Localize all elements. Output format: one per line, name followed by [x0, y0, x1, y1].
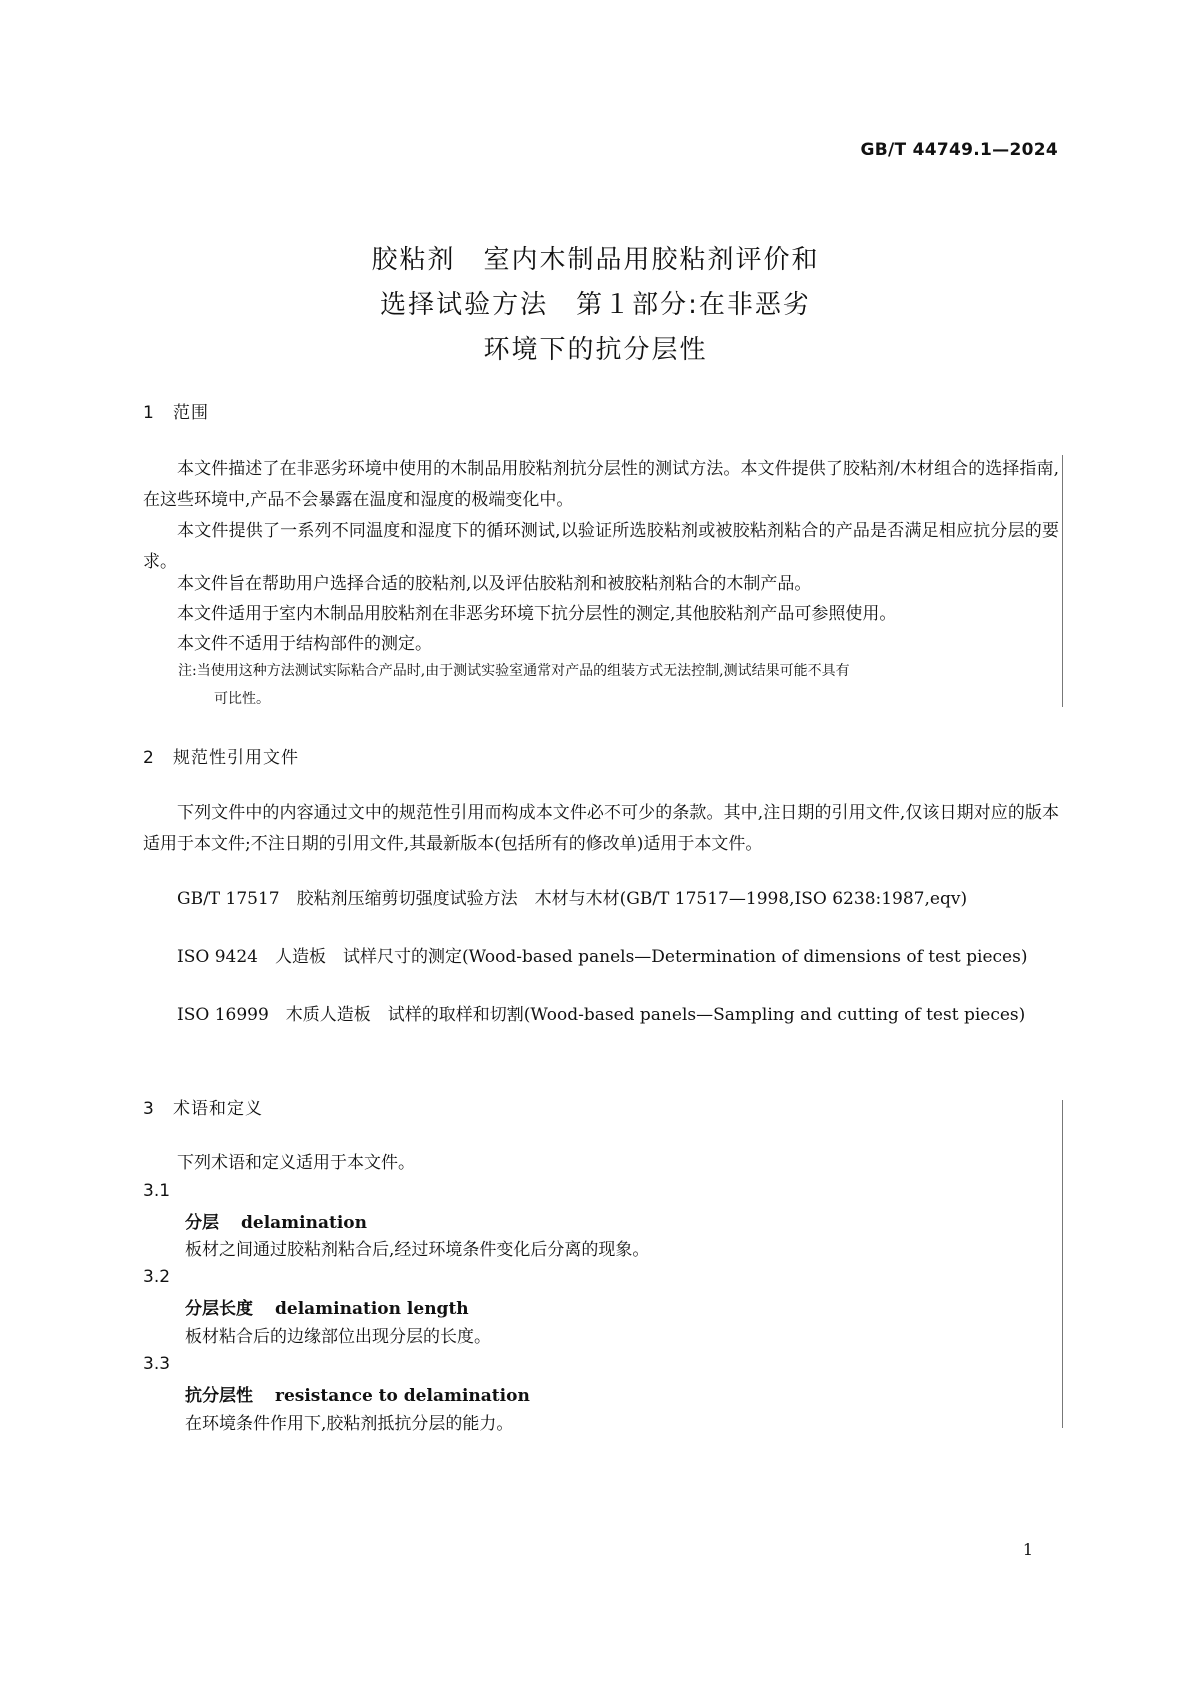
title-line-2: 选择试验方法 第１部分:在非恶劣: [380, 290, 811, 320]
note-line-2: 可比性。: [214, 691, 270, 707]
section-3-heading: [143, 1094, 263, 1119]
term-zh: 抗分层性: [185, 1386, 253, 1406]
term-definition: 板材之间通过胶粘剂粘合后,经过环境条件变化后分离的现象。: [185, 1240, 650, 1260]
page-number: 1: [1022, 1540, 1033, 1559]
term-zh: 分层: [185, 1213, 219, 1233]
standard-number: GB/T 44749.1—2024: [860, 140, 1058, 160]
section-1-paragraph-4: 本文件适用于室内木制品用胶粘剂在非恶劣环境下抗分层性的测定,其他胶粘剂产品可参照使用。: [177, 604, 897, 624]
term-heading: [185, 1381, 530, 1406]
section-1-paragraph-3: 本文件旨在帮助用户选择合适的胶粘剂,以及评估胶粘剂和被胶粘剂粘合的木制产品。: [177, 574, 812, 594]
term-en: resistance to delamination: [275, 1386, 530, 1406]
section-1-paragraph-1: 本文件描述了在非恶劣环境中使用的木制品用胶粘剂抗分层性的测试方法。本文件提供了胶粘剂/木材组合的选择指南,在这些环境中,产品不会暴露在温度和湿度的极端变化中。: [143, 459, 1059, 510]
section-2-number: 2: [143, 748, 155, 768]
section-1-number: 1: [143, 403, 155, 423]
term-definition: 板材粘合后的边缘部位出现分层的长度。: [185, 1327, 491, 1347]
section-3-title: 术语和定义: [173, 1099, 263, 1119]
term-definition: 在环境条件作用下,胶粘剂抵抗分层的能力。: [185, 1414, 514, 1434]
change-bar: [1062, 1100, 1063, 1428]
section-1-note: [178, 657, 1058, 713]
section-1-heading: [143, 398, 209, 423]
title-line-3: 环境下的抗分层性: [483, 335, 708, 365]
reference-gbt-17517: GB/T 17517 胶粘剂压缩剪切强度试验方法 木材与木材(GB/T 17517—1998,ISO 6238:1987,eqv): [177, 889, 968, 909]
section-3-number: 3: [143, 1099, 155, 1119]
document-title: [0, 238, 1191, 373]
term-heading: [185, 1294, 469, 1319]
title-line-1: 胶粘剂 室内木制品用胶粘剂评价和: [371, 245, 820, 275]
term-heading: [185, 1208, 367, 1233]
term-number: 3.3: [143, 1354, 171, 1374]
change-bar: [1062, 455, 1063, 707]
term-zh: 分层长度: [185, 1299, 253, 1319]
section-1-paragraph-5: 本文件不适用于结构部件的测定。: [177, 634, 432, 654]
term-number: 3.1: [143, 1181, 171, 1201]
term-number: 3.2: [143, 1267, 171, 1287]
section-2-title: 规范性引用文件: [173, 748, 299, 768]
section-2-paragraph-1: 下列文件中的内容通过文中的规范性引用而构成本文件必不可少的条款。其中,注日期的引用文件,仅该日期对应的版本适用于本文件;不注日期的引用文件,其最新版本(包括所有的修改单)适用于本文件。: [143, 803, 1059, 854]
reference-iso-16999: ISO 16999 木质人造板 试样的取样和切割(Wood-based panels—Sampling and cutting of test pieces): [177, 1005, 1026, 1025]
term-en: delamination: [241, 1213, 368, 1233]
section-2-heading: [143, 743, 299, 768]
section-1-title: 范围: [173, 403, 209, 423]
reference-iso-9424: ISO 9424 人造板 试样尺寸的测定(Wood-based panels—Determination of dimensions of test pieces): [177, 947, 1028, 967]
section-1-paragraph-2: 本文件提供了一系列不同温度和湿度下的循环测试,以验证所选胶粘剂或被胶粘剂粘合的产品是否满足相应抗分层的要求。: [143, 521, 1059, 572]
note-line-1: 注:当使用这种方法测试实际粘合产品时,由于测试实验室通常对产品的组装方式无法控制,测试结果可能不具有: [178, 663, 850, 679]
term-en: delamination length: [275, 1299, 469, 1319]
section-3-intro: 下列术语和定义适用于本文件。: [177, 1153, 415, 1173]
